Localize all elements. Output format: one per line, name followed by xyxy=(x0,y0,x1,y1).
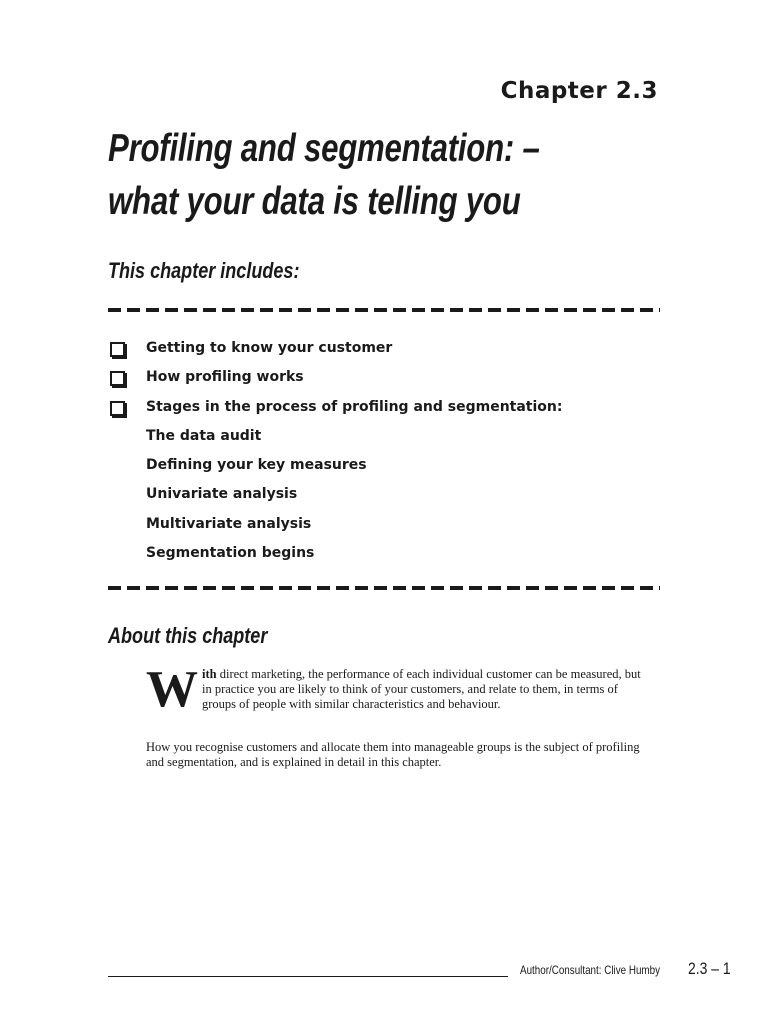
list-item-label: How profiling works xyxy=(146,369,304,386)
chapter-title-line-1: Profiling and segmentation: – xyxy=(108,127,540,170)
checkbox-icon xyxy=(110,401,125,416)
list-subitem-label: The data audit xyxy=(146,427,262,444)
footer-rule xyxy=(108,976,508,977)
includes-heading: This chapter includes: xyxy=(108,258,300,283)
list-subitem-label: Univariate analysis xyxy=(146,486,298,503)
list-item xyxy=(108,365,562,394)
list-subitem xyxy=(108,512,562,541)
list-item xyxy=(108,336,562,365)
list-subitem xyxy=(108,541,562,570)
list-subitem-label: Multivariate analysis xyxy=(146,515,312,532)
about-heading: About this chapter xyxy=(108,623,268,648)
list-subitem xyxy=(108,424,562,453)
drop-cap: W xyxy=(146,661,198,718)
page-number: 2.3 – 1 xyxy=(688,959,731,978)
about-paragraph-2: How you recognise customers and allocate them into manageable groups is the subject of profiling and segmentation, and is explained in detail in this chapter. xyxy=(146,740,640,769)
chapter-title xyxy=(108,122,668,228)
bottom-dashed-divider xyxy=(108,586,660,590)
chapter-title-line-2: what your data is telling you xyxy=(108,180,521,223)
list-item-label: Stages in the process of profiling and segmentation: xyxy=(146,398,563,415)
checkbox-icon xyxy=(110,371,125,386)
chapter-number: Chapter 2.3 xyxy=(500,78,658,104)
list-subitem xyxy=(108,453,562,482)
paragraph-1-text: direct marketing, the performance of each individual customer can be measured, but in practice you are likely to think of your customers, and relate to them, in terms of groups of people with similar characteristics and behaviour. xyxy=(202,667,641,711)
list-subitem-label: Segmentation begins xyxy=(146,545,315,562)
list-subitem xyxy=(108,482,562,511)
list-item xyxy=(108,395,562,424)
about-paragraph-1 xyxy=(146,661,646,718)
footer-author: Author/Consultant: Clive Humby xyxy=(520,963,661,977)
checkbox-icon xyxy=(110,342,125,357)
list-item-label: Getting to know your customer xyxy=(146,340,393,356)
top-dashed-divider xyxy=(108,308,660,312)
includes-list xyxy=(108,336,562,570)
drop-cap-continuation: ith xyxy=(202,667,217,681)
list-subitem-label: Defining your key measures xyxy=(146,457,367,474)
